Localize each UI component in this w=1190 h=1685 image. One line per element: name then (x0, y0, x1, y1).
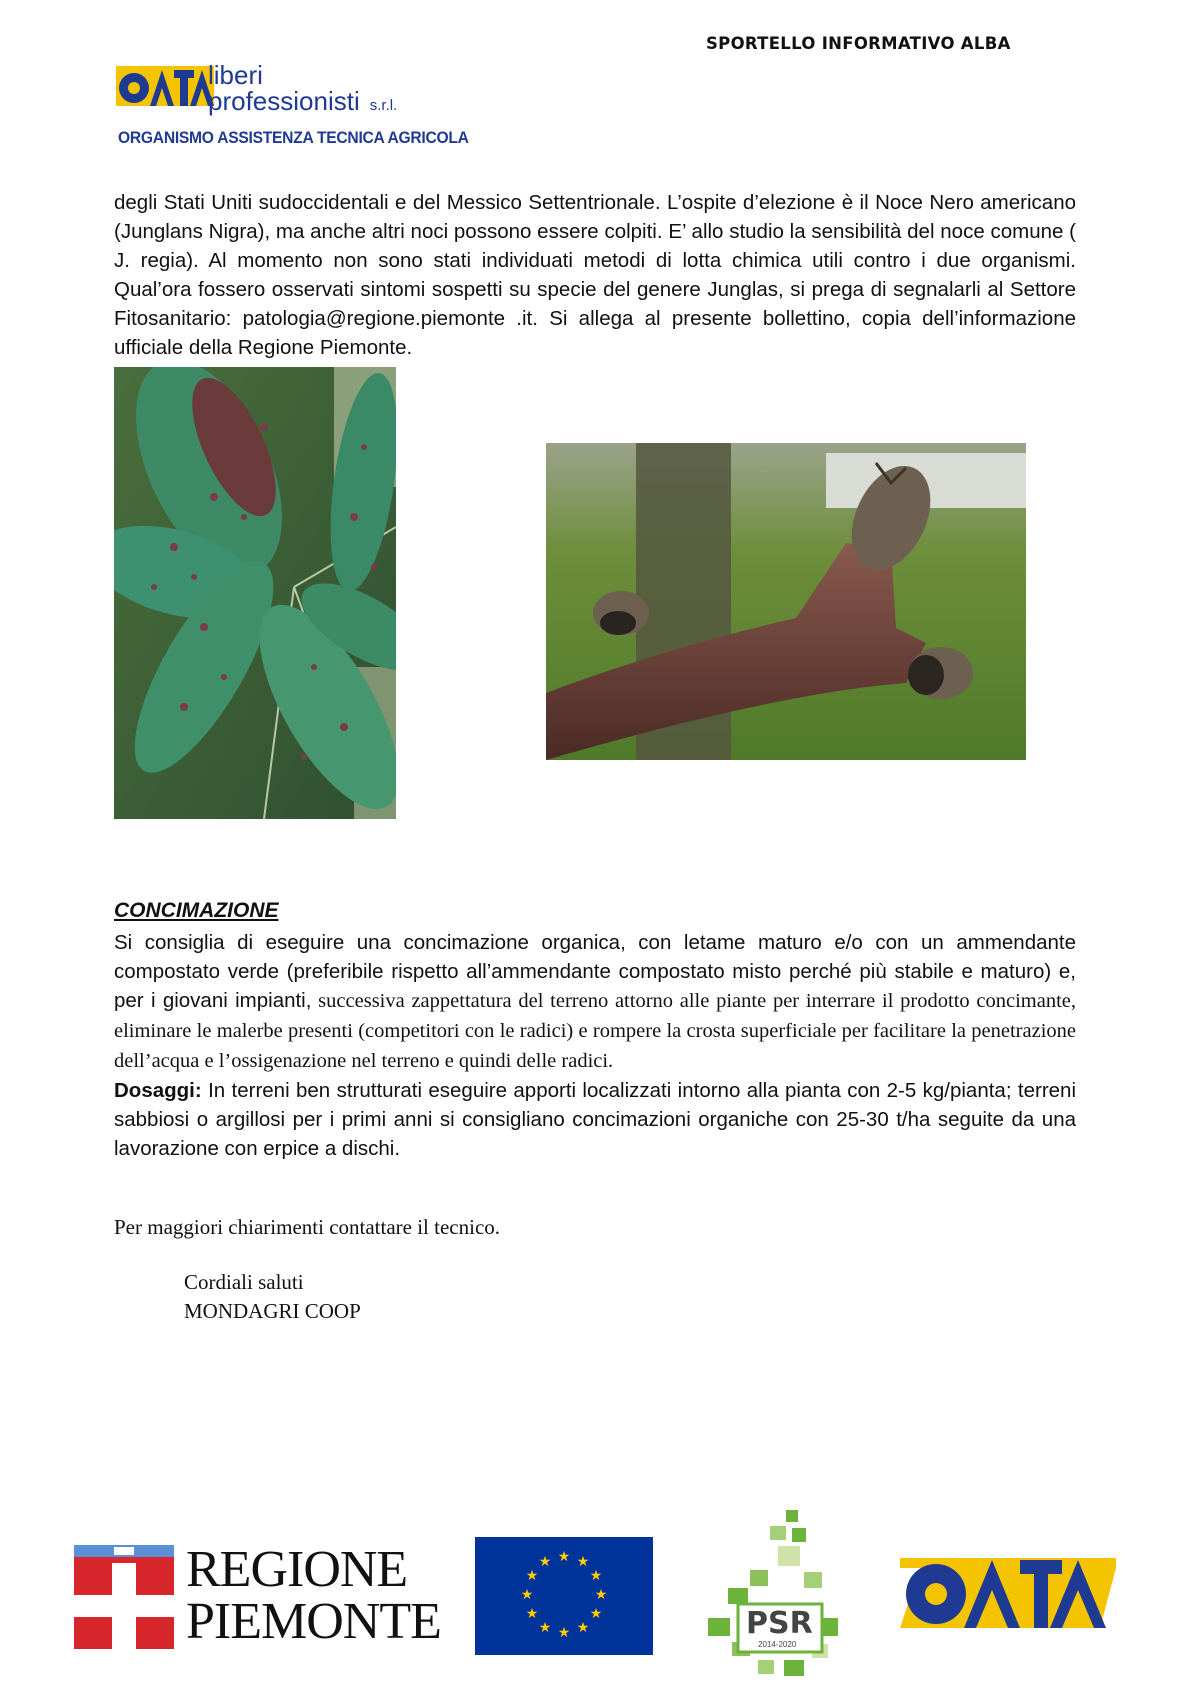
piemonte-cross-icon (74, 1545, 174, 1649)
oata-footer-icon (900, 1548, 1116, 1636)
walnut-leaves-photo (114, 367, 396, 819)
svg-text:★: ★ (525, 1606, 539, 1622)
svg-text:★: ★ (557, 1625, 571, 1641)
signature-greeting: Cordiali saluti (184, 1270, 304, 1294)
dosage-label: Dosaggi: (114, 1079, 202, 1102)
oata-logo (116, 58, 469, 154)
eu-flag-icon (475, 1537, 653, 1655)
oata-footer-logo (900, 1548, 1116, 1636)
svg-text:★: ★ (589, 1568, 603, 1584)
walnut-branch-photo (546, 443, 1026, 760)
psr-label: PSR (746, 1606, 813, 1641)
psr-logo (708, 1510, 848, 1680)
intro-paragraph: degli Stati Uniti sudoccidentali e del Messico Settentrionale. L’ospite d’elezione è il Noce Nero americano (Junglans Nigra), ma anche altri noci possono essere colpiti. E’ allo studio la sensibilità del noce comune ( J. regia). Al momento non sono stati individuati metodi di lotta chimica utili contro i due organismi. Qual’ora fossero osservati sintomi sospetti su specie del genere Junglas, si prega di segnalarli al Settore Fitosanitario: patologia@regione.piemonte .it. Si allega al presente bollettino, copia dell’informazione ufficiale della Regione Piemonte. (114, 191, 1076, 359)
regione-piemonte-logo (74, 1541, 441, 1650)
psr-squares-icon (708, 1510, 848, 1680)
svg-text:★: ★ (557, 1549, 571, 1565)
svg-text:★: ★ (576, 1554, 590, 1570)
logo-text-liberi: liberi (208, 60, 263, 90)
section-title-concimazione: CONCIMAZIONE (114, 899, 279, 922)
logo-srl: s.r.l. (369, 97, 398, 114)
signature-name: MONDAGRI COOP (184, 1299, 361, 1323)
svg-text:★: ★ (538, 1620, 552, 1636)
logo-text-organismo: ORGANISMO ASSISTENZA TECNICA AGRICOLA (118, 128, 469, 147)
header-title: SPORTELLO INFORMATIVO ALBA (706, 34, 1011, 53)
svg-text:★: ★ (576, 1620, 590, 1636)
svg-text:★: ★ (594, 1587, 608, 1603)
oata-mark-icon (116, 62, 216, 126)
eu-flag-logo (475, 1537, 653, 1655)
svg-text:★: ★ (538, 1554, 552, 1570)
regione-text-1: REGIONE (186, 1541, 408, 1598)
svg-text:★: ★ (589, 1606, 603, 1622)
regione-text-2: PIEMONTE (186, 1593, 441, 1650)
contact-line: Per maggiori chiarimenti contattare il tecnico. (114, 1215, 501, 1239)
logo-text-professionisti: professionisti s.r.l. (208, 86, 398, 116)
concimazione-body: Si consiglia di eseguire una concimazione organica, con letame maturo e/o con un ammendante compostato verde (preferibile rispetto all’ammendante compostato misto perché più stabile e maturo) e, per i giovani impianti, successiva zappettatura del terreno attorno alle piante per interrare il prodotto concimante, eliminare le malerbe presenti (competitori con le radici) e rompere la crosta superficiale per facilitare la penetrazione dell’acqua e l’ossigenazione nel terreno e quindi delle radici. Dosaggi: In terreni ben strutturati eseguire apporti localizzati intorno alla pianta con 2-5 kg/pianta; terreni sabbiosi o argillosi per i primi anni si consigliano concimazioni organiche con 25-30 t/ha seguite da una lavorazione con erpice a dischi. (114, 931, 1076, 1160)
svg-text:★: ★ (525, 1568, 539, 1584)
svg-text:★: ★ (520, 1587, 534, 1603)
psr-years: 2014-2020 (758, 1640, 797, 1649)
